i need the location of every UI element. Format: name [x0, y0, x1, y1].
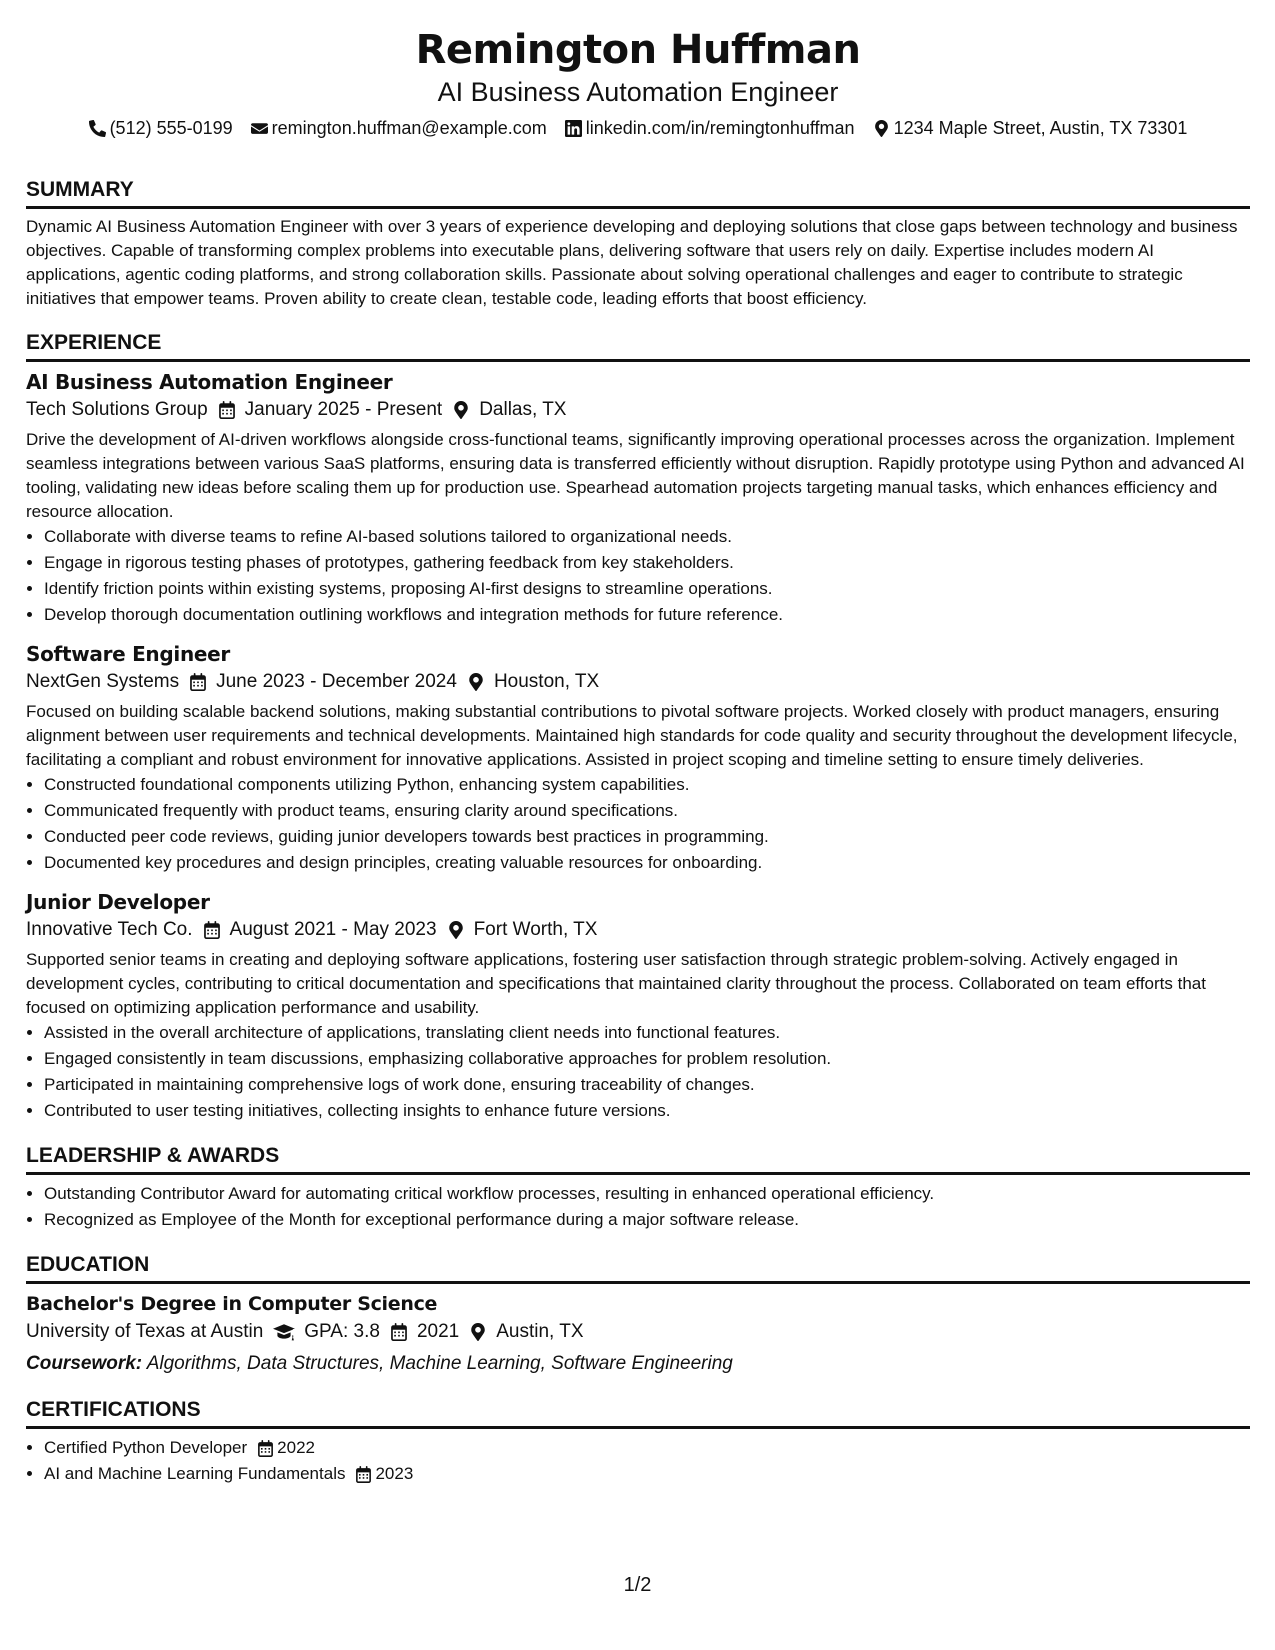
calendar-icon [257, 1440, 274, 1457]
certification-name: • AI and Machine Learning Fundamentals [44, 1464, 346, 1483]
education-gpa [273, 1318, 380, 1346]
job-company: Innovative Tech Co. [26, 919, 193, 940]
map-pin-icon [447, 921, 465, 939]
job-meta [26, 396, 1250, 424]
education-location [469, 1318, 583, 1346]
certification-date [257, 1435, 315, 1461]
resume-page [26, 24, 1250, 1487]
candidate-name: Remington Huffman [415, 27, 861, 73]
section-title-certifications: CERTIFICATIONS [26, 1396, 1250, 1429]
degree-title: Bachelor's Degree in Computer Science [26, 1293, 438, 1315]
list-item: • Contributed to user testing initiatives, collecting insights to enhance future versions. [44, 1098, 1250, 1124]
gpa-text: GPA: 3.8 [304, 1321, 380, 1342]
job-dates [218, 396, 443, 424]
calendar-icon [390, 1323, 408, 1341]
candidate-headline: AI Business Automation Engineer [437, 77, 839, 107]
job-bullets [26, 524, 1250, 628]
certifications-section [26, 1396, 1250, 1487]
education-year [390, 1318, 459, 1346]
list-item: • Outstanding Contributor Award for automating critical workflow processes, resulting in enhanced operational efficiency. [44, 1181, 1250, 1207]
coursework-text: Algorithms, Data Structures, Machine Learning, Software Engineering [146, 1353, 733, 1374]
certification-year: 2022 [277, 1438, 315, 1457]
certification-year: 2023 [375, 1464, 414, 1483]
phone-icon [89, 120, 106, 137]
email-text[interactable]: remington.huffman@example.com [271, 118, 547, 138]
list-item: • Documented key procedures and design principles, creating valuable resources for onboarding. [44, 850, 1250, 876]
list-item: • Engage in rigorous testing phases of prototypes, gathering feedback from key stakeholders. [44, 550, 1250, 576]
job-meta [26, 668, 1250, 696]
list-item: • Communicated frequently with product teams, ensuring clarity around specifications. [44, 798, 1250, 824]
contact-address [873, 116, 1188, 140]
list-item: • Identify friction points within existing systems, proposing AI-first designs to streamline operations. [44, 576, 1250, 602]
job-dates [203, 916, 437, 944]
job-bullets [26, 1020, 1250, 1124]
resume-header [26, 24, 1250, 140]
education-meta [26, 1318, 1250, 1346]
job-title: Software Engineer [26, 642, 230, 666]
map-pin-icon [469, 1323, 487, 1341]
map-pin-icon [452, 401, 470, 419]
job-description: Supported senior teams in creating and deploying software applications, fostering user satisfaction through strategic problem-solving. Actively engaged in development cycles, contributing to critical documentation and specifications that maintained clarity throughout the process. Collaborated on team efforts that focused on optimizing application performance and usability. [26, 950, 1206, 1017]
job-description: Drive the development of AI-driven workflows alongside cross-functional teams, significantly improving operational processes across the organization. Implement seamless integrations between various SaaS platforms, ensuring data is transferred efficiently without disruption. Rapidly prototype using Python and advanced AI tooling, validating new ideas before scaling them up for production use. Spearhead automation projects targeting manual tasks, which enhances efficiency and resource allocation. [26, 430, 1245, 521]
job-entry [26, 368, 1250, 628]
contact-linkedin[interactable] [565, 116, 855, 140]
list-item: • Constructed foundational components utilizing Python, enhancing system capabilities. [44, 772, 1250, 798]
job-entry [26, 888, 1250, 1124]
job-company: Tech Solutions Group [26, 399, 208, 420]
list-item: • Conducted peer code reviews, guiding junior developers towards best practices in programming. [44, 824, 1250, 850]
section-title-summary: SUMMARY [26, 176, 1250, 209]
calendar-icon [189, 673, 207, 691]
certification-entry [44, 1461, 1250, 1487]
education-location-text: Austin, TX [496, 1321, 584, 1342]
phone-text: (512) 555-0199 [109, 118, 233, 138]
calendar-icon [203, 921, 221, 939]
envelope-icon [251, 120, 268, 137]
section-title-education: EDUCATION [26, 1251, 1250, 1284]
leadership-section [26, 1142, 1250, 1233]
job-location [447, 916, 598, 944]
page-number: 1/2 [623, 1574, 652, 1596]
graduation-cap-icon [273, 1323, 295, 1341]
calendar-icon [218, 401, 236, 419]
list-item [44, 1435, 1250, 1461]
summary-text: Dynamic AI Business Automation Engineer with over 3 years of experience developing and deploying solutions that close gaps between technology and business objectives. Capable of transforming complex problems into executable plans, delivering software that users rely on daily. Expertise includes modern AI applications, agentic coding platforms, and strong collaboration skills. Passionate about solving operational challenges and eager to contribute to strategic initiatives that empower teams. Proven ability to create clean, testable code, leading efforts that boost efficiency. [26, 217, 1238, 308]
job-location-text: Dallas, TX [479, 399, 567, 420]
list-item: • Develop thorough documentation outlining workflows and integration methods for future reference. [44, 602, 1250, 628]
certifications-list [26, 1435, 1250, 1487]
job-company: NextGen Systems [26, 671, 180, 692]
calendar-icon [355, 1466, 372, 1483]
linkedin-icon [565, 120, 582, 137]
section-title-leadership: LEADERSHIP & AWARDS [26, 1142, 1250, 1175]
list-item: • Recognized as Employee of the Month for exceptional performance during a major software release. [44, 1207, 1250, 1233]
job-bullets [26, 772, 1250, 876]
job-title: Junior Developer [26, 890, 210, 914]
linkedin-text[interactable]: linkedin.com/in/remingtonhuffman [585, 118, 855, 138]
year-text: 2021 [416, 1321, 460, 1342]
certification-entry [44, 1435, 1250, 1461]
summary-section [26, 176, 1250, 311]
job-location [467, 668, 599, 696]
job-dates-text: January 2025 - Present [244, 399, 443, 420]
job-meta [26, 916, 1250, 944]
section-title-experience: EXPERIENCE [26, 329, 1250, 362]
job-dates-text: June 2023 - December 2024 [216, 671, 457, 692]
job-location-text: Fort Worth, TX [473, 919, 598, 940]
contact-phone [89, 116, 233, 140]
job-location [452, 396, 566, 424]
list-item [44, 1461, 1250, 1487]
job-location-text: Houston, TX [493, 671, 600, 692]
job-description: Focused on building scalable backend solutions, making substantial contributions to pivotal software projects. Worked closely with product managers, ensuring alignment between user requirements and technical developments. Maintained high standards for code quality and security throughout the development lifecycle, facilitating a compliant and robust environment for innovative applications. Assisted in project scoping and timeline setting to ensure timely deliveries. [26, 702, 1238, 769]
contact-row [26, 116, 1250, 140]
list-item: • Engaged consistently in team discussions, emphasizing collaborative approaches for problem resolution. [44, 1046, 1250, 1072]
certification-name: • Certified Python Developer [44, 1438, 248, 1457]
certification-date [355, 1461, 413, 1487]
coursework-label: Coursework: [26, 1353, 143, 1374]
education-section [26, 1251, 1250, 1378]
contact-email[interactable] [251, 116, 547, 140]
job-title: AI Business Automation Engineer [26, 370, 393, 394]
address-text: 1234 Maple Street, Austin, TX 73301 [893, 118, 1188, 138]
job-dates-text: August 2021 - May 2023 [229, 919, 437, 940]
leadership-list [26, 1181, 1250, 1233]
map-pin-icon [873, 120, 890, 137]
map-pin-icon [467, 673, 485, 691]
coursework [26, 1350, 1250, 1378]
list-item: • Assisted in the overall architecture of applications, translating client needs into functional features. [44, 1020, 1250, 1046]
school-name: University of Texas at Austin [26, 1321, 264, 1342]
experience-section [26, 329, 1250, 1124]
job-dates [189, 668, 457, 696]
list-item: • Participated in maintaining comprehensive logs of work done, ensuring traceability of changes. [44, 1072, 1250, 1098]
list-item: • Collaborate with diverse teams to refine AI-based solutions tailored to organizational needs. [44, 524, 1250, 550]
job-entry [26, 640, 1250, 876]
